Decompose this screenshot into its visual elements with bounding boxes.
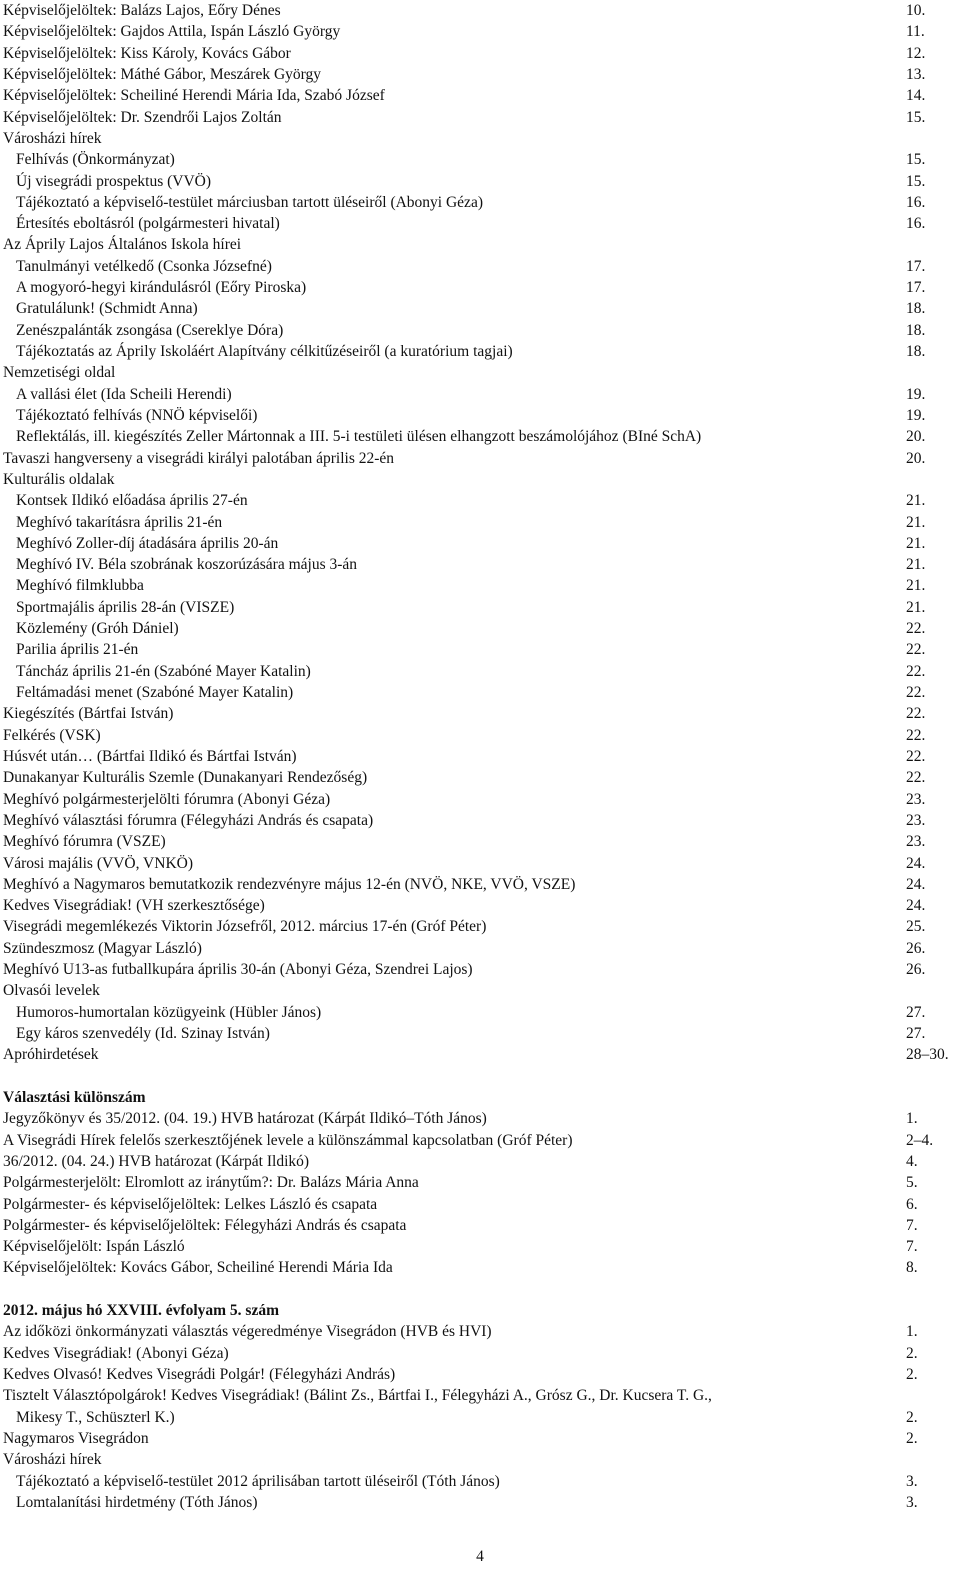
toc-entry <box>3 554 960 575</box>
entry-page: 3. <box>906 1493 918 1511</box>
entry-page: 2. <box>906 1366 918 1383</box>
toc-entry <box>3 21 960 42</box>
entry-page: 28–30. <box>906 1046 949 1064</box>
entry-page: 14. <box>906 87 926 105</box>
toc-entry <box>3 1321 960 1342</box>
entry-title: Parilia április 21-én <box>16 641 139 659</box>
entry-title: Az időközi önkormányzati választás végeredménye Visegrádon (HVB és HVI) <box>3 1323 492 1341</box>
toc-entry <box>3 149 960 170</box>
entry-page: 20. <box>906 428 926 446</box>
toc-entry <box>3 895 960 916</box>
entry-page: 16. <box>906 215 926 233</box>
toc-entry <box>3 320 960 341</box>
spacer <box>3 1279 960 1300</box>
toc-entry <box>3 1364 960 1385</box>
toc-entry <box>3 1172 960 1193</box>
entry-page: 22. <box>906 747 926 765</box>
entry-title: Visegrádi megemlékezés Viktorin Józsefről, 2012. március 17-én (Gróf Péter) <box>3 918 487 936</box>
toc-entry <box>3 597 960 618</box>
entry-title: Az Áprily Lajos Általános Iskola hírei <box>3 236 242 254</box>
entry-page: 7. <box>906 1238 918 1256</box>
entry-page: 15. <box>906 172 926 190</box>
toc-entry <box>3 1407 960 1428</box>
section-heading <box>3 1300 960 1321</box>
entry-title: Olvasói levelek <box>3 982 100 1000</box>
entry-title: Új visegrádi prospektus (VVÖ) <box>16 172 212 190</box>
section-heading <box>3 1087 960 1108</box>
entry-title: Humoros-humortalan közügyeink (Hübler János) <box>16 1003 322 1021</box>
entry-page: 12. <box>906 44 926 62</box>
entry-title: Táncház április 21-én (Szabóné Mayer Katalin) <box>16 662 311 680</box>
entry-title: Tájékoztató felhívás (NNÖ képviselői) <box>16 406 258 424</box>
toc-entry <box>3 853 960 874</box>
toc-entry <box>3 746 960 767</box>
group-heading <box>3 128 960 149</box>
entry-page: 19. <box>906 406 926 424</box>
toc-entry <box>3 107 960 128</box>
entry-page: 23. <box>906 790 926 808</box>
entry-title: Közlemény (Gróh Dániel) <box>16 620 179 638</box>
entry-page: 22. <box>906 769 926 787</box>
toc-entry <box>3 831 960 852</box>
entry-page: 22. <box>906 662 926 680</box>
entry-page: 1. <box>906 1110 918 1128</box>
entry-title: 36/2012. (04. 24.) HVB határozat (Kárpát Ildikó) <box>3 1152 310 1170</box>
toc-entry <box>3 1257 960 1278</box>
toc-entry <box>3 575 960 596</box>
toc-entry <box>3 703 960 724</box>
toc-entry <box>3 1471 960 1492</box>
entry-page: 22. <box>906 705 926 723</box>
entry-page: 2. <box>906 1429 918 1447</box>
spacer <box>3 1066 960 1087</box>
entry-title: Mikesy T., Schüszterl K.) <box>16 1408 175 1426</box>
entry-title: Nagymaros Visegrádon <box>3 1429 149 1447</box>
entry-title: Képviselőjelöltek: Scheiliné Herendi Mária Ida, Szabó József <box>3 87 385 105</box>
group-heading <box>3 469 960 490</box>
entry-page: 17. <box>906 279 926 297</box>
toc-entry <box>3 874 960 895</box>
entry-title: Meghívó a Nagymaros bemutatkozik rendezvényre május 12-én (NVÖ, NKE, VVÖ, VSZE) <box>3 875 576 893</box>
entry-title: Képviselőjelöltek: Kovács Gábor, Scheiliné Herendi Mária Ida <box>3 1259 393 1277</box>
toc-entry <box>3 1343 960 1364</box>
entry-title: Dunakanyar Kulturális Szemle (Dunakanyari Rendezőség) <box>3 769 368 787</box>
entry-title: Felkérés (VSK) <box>3 726 101 744</box>
entry-page: 21. <box>906 577 926 595</box>
entry-page: 16. <box>906 193 926 211</box>
toc-entry <box>3 1044 960 1065</box>
entry-page: 23. <box>906 811 926 829</box>
entry-page: 24. <box>906 897 926 915</box>
toc-entry <box>3 661 960 682</box>
entry-page: 18. <box>906 300 926 318</box>
entry-title: Városházi hírek <box>3 1451 102 1469</box>
entry-title: Húsvét után… (Bártfai Ildikó és Bártfai István) <box>3 747 297 765</box>
toc-entry <box>3 1236 960 1257</box>
entry-page: 2–4. <box>906 1131 934 1149</box>
toc-entry <box>3 85 960 106</box>
entry-page: 23. <box>906 833 926 851</box>
entry-title: Meghívó polgármesterjelölti fórumra (Abonyi Géza) <box>3 790 331 808</box>
entry-title: Tisztelt Választópolgárok! Kedves Visegrádiak! (Bálint Zs., Bártfai I., Félegyházi A., Grósz G., Dr. Kucsera T. G., <box>3 1387 712 1405</box>
toc-entry <box>3 277 960 298</box>
entry-title: Meghívó fórumra (VSZE) <box>3 833 166 851</box>
entry-title: Sportmajális április 28-án (VISZE) <box>16 598 235 616</box>
toc-entry <box>3 448 960 469</box>
page-number: 4 <box>476 1548 484 1565</box>
entry-page: 26. <box>906 939 926 957</box>
entry-page: 13. <box>906 65 926 83</box>
toc-entry <box>3 298 960 319</box>
entry-page: 22. <box>906 726 926 744</box>
entry-title: Értesítés eboltásról (polgármesteri hivatal) <box>16 215 280 233</box>
entry-page: 4. <box>906 1152 918 1170</box>
entry-page: 3. <box>906 1472 918 1490</box>
group-heading <box>3 1449 960 1470</box>
entry-title: Polgármesterjelölt: Elromlott az iránytűm?: Dr. Balázs Mária Anna <box>3 1174 419 1192</box>
entry-title: Városi majális (VVÖ, VNKÖ) <box>3 854 193 872</box>
toc-entry <box>3 1385 960 1406</box>
toc-entry <box>3 0 960 21</box>
entry-page: 2. <box>906 1344 918 1362</box>
toc-entry <box>3 192 960 213</box>
entry-title: Kedves Olvasó! Kedves Visegrádi Polgár! (Félegyházi András) <box>3 1366 396 1383</box>
toc-entry <box>3 1492 960 1513</box>
toc-entry <box>3 384 960 405</box>
entry-title: Tájékoztatás az Áprily Iskoláért Alapítvány célkitűzéseiről (a kuratórium tagjai) <box>16 343 513 360</box>
entry-title: Meghívó IV. Béla szobrának koszorúzására május 3-án <box>16 556 358 574</box>
toc-entry <box>3 959 960 980</box>
entry-title: Polgármester- és képviselőjelöltek: Lelkes László és csapata <box>3 1195 378 1213</box>
entry-page: 21. <box>906 534 926 552</box>
entry-page: 6. <box>906 1195 918 1213</box>
entry-title: A mogyoró-hegyi kirándulásról (Eőry Piroska) <box>16 279 307 297</box>
toc-entry <box>3 1023 960 1044</box>
entry-title: Meghívó filmklubba <box>16 577 144 595</box>
toc-entry <box>3 938 960 959</box>
toc-entry <box>3 426 960 447</box>
toc-entry <box>3 256 960 277</box>
toc-entry <box>3 639 960 660</box>
entry-title: Választási különszám <box>3 1088 146 1106</box>
toc-entry <box>3 1002 960 1023</box>
toc-entry <box>3 1428 960 1449</box>
entry-title: Tájékoztató a képviselő-testület 2012 áprilisában tartott üléseiről (Tóth János) <box>16 1472 500 1490</box>
entry-page: 19. <box>906 385 926 403</box>
entry-page: 20. <box>906 449 926 467</box>
toc-entry <box>3 43 960 64</box>
entry-title: A vallási élet (Ida Scheili Herendi) <box>16 385 232 403</box>
entry-page: 21. <box>906 598 926 616</box>
toc-entry <box>3 171 960 192</box>
toc-entry <box>3 341 960 362</box>
toc-entry <box>3 767 960 788</box>
entry-page: 10. <box>906 2 926 19</box>
entry-title: Gratulálunk! (Schmidt Anna) <box>16 300 198 318</box>
entry-title: Kiegészítés (Bártfai István) <box>3 705 174 723</box>
entry-title: Képviselőjelöltek: Balázs Lajos, Eőry Dénes <box>3 2 281 19</box>
entry-page: 21. <box>906 556 926 574</box>
entry-page: 22. <box>906 641 926 659</box>
entry-title: Kulturális oldalak <box>3 470 115 488</box>
entry-title: Kedves Visegrádiak! (VH szerkesztősége) <box>3 897 265 915</box>
entry-page: 25. <box>906 918 926 936</box>
entry-title: Kedves Visegrádiak! (Abonyi Géza) <box>3 1344 229 1362</box>
entry-page: 5. <box>906 1174 918 1192</box>
entry-title: Képviselőjelöltek: Dr. Szendrői Lajos Zoltán <box>3 108 282 126</box>
entry-title: Feltámadási menet (Szabóné Mayer Katalin) <box>16 684 294 701</box>
entry-title: Városházi hírek <box>3 129 102 147</box>
entry-page: 1. <box>906 1323 918 1341</box>
entry-page: 24. <box>906 875 926 893</box>
entry-title: Tájékoztató a képviselő-testület márciusban tartott üléseiről (Abonyi Géza) <box>16 193 483 211</box>
entry-title: Polgármester- és képviselőjelöltek: Félegyházi András és csapata <box>3 1216 407 1234</box>
entry-title: Kontsek Ildikó előadása április 27-én <box>16 492 248 510</box>
entry-title: Képviselőjelöltek: Kiss Károly, Kovács Gábor <box>3 44 291 62</box>
entry-title: Nemzetiségi oldal <box>3 364 116 382</box>
toc-entry <box>3 1130 960 1151</box>
toc-entry <box>3 405 960 426</box>
entry-page: 18. <box>906 321 926 339</box>
toc-entry <box>3 789 960 810</box>
entry-title: Egy káros szenvedély (Id. Szinay István) <box>16 1025 270 1042</box>
entry-page: 2. <box>906 1408 918 1426</box>
toc-entry <box>3 1151 960 1172</box>
toc-entry <box>3 533 960 554</box>
entry-title: Tanulmányi vetélkedő (Csonka Józsefné) <box>16 257 272 275</box>
group-heading <box>3 362 960 383</box>
entry-title: Képviselőjelöltek: Máthé Gábor, Meszárek György <box>3 65 322 83</box>
group-heading <box>3 234 960 255</box>
entry-page: 17. <box>906 257 926 275</box>
entry-page: 21. <box>906 492 926 510</box>
entry-title: 2012. május hó XXVIII. évfolyam 5. szám <box>3 1302 279 1320</box>
toc-entry <box>3 916 960 937</box>
entry-title: Meghívó választási fórumra (Félegyházi András és csapata) <box>3 811 374 829</box>
entry-title: Képviselőjelöltek: Gajdos Attila, Ispán László György <box>3 23 341 41</box>
entry-title: Lomtalanítási hirdetmény (Tóth János) <box>16 1493 258 1511</box>
entry-title: Zenészpalánták zsongása (Csereklye Dóra) <box>16 321 284 339</box>
entry-title: Szündeszmosz (Magyar László) <box>3 939 202 957</box>
entry-page: 15. <box>906 108 926 126</box>
table-of-contents <box>3 0 960 1513</box>
entry-title: A Visegrádi Hírek felelős szerkesztőjének levele a különszámmal kapcsolatban (Gróf Péter) <box>3 1131 573 1149</box>
toc-entry <box>3 512 960 533</box>
entry-title: Felhívás (Önkormányzat) <box>16 151 175 169</box>
entry-page: 24. <box>906 854 926 872</box>
toc-entry <box>3 1108 960 1129</box>
entry-title: Meghívó takarításra április 21-én <box>16 513 223 531</box>
toc-entry <box>3 725 960 746</box>
toc-entry <box>3 490 960 511</box>
entry-page: 15. <box>906 151 926 169</box>
entry-title: Jegyzőkönyv és 35/2012. (04. 19.) HVB határozat (Kárpát Ildikó–Tóth János) <box>3 1110 487 1128</box>
toc-entry <box>3 1194 960 1215</box>
entry-title: Tavaszi hangverseny a visegrádi királyi palotában április 22-én <box>3 449 395 467</box>
group-heading <box>3 980 960 1001</box>
entry-title: Reflektálás, ill. kiegészítés Zeller Mártonnak a III. 5-i testületi ülésen elhangzott beszámolójához (BIné SchA) <box>16 428 702 446</box>
entry-page: 11. <box>906 23 925 41</box>
entry-page: 22. <box>906 684 926 701</box>
toc-entry <box>3 810 960 831</box>
entry-page: 22. <box>906 620 926 638</box>
toc-entry <box>3 64 960 85</box>
entry-page: 8. <box>906 1259 918 1277</box>
toc-entry <box>3 1215 960 1236</box>
toc-entry <box>3 618 960 639</box>
entry-page: 27. <box>906 1025 926 1042</box>
entry-title: Meghívó U13-as futballkupára április 30-án (Abonyi Géza, Szendrei Lajos) <box>3 961 473 979</box>
toc-entry <box>3 682 960 703</box>
entry-title: Meghívó Zoller-díj átadására április 20-án <box>16 534 279 552</box>
entry-page: 27. <box>906 1003 926 1021</box>
entry-title: Képviselőjelölt: Ispán László <box>3 1238 185 1256</box>
entry-page: 7. <box>906 1216 918 1234</box>
entry-page: 21. <box>906 513 926 531</box>
entry-page: 26. <box>906 961 926 979</box>
entry-title: Apróhirdetések <box>3 1046 99 1064</box>
entry-page: 18. <box>906 343 926 360</box>
toc-entry <box>3 213 960 234</box>
